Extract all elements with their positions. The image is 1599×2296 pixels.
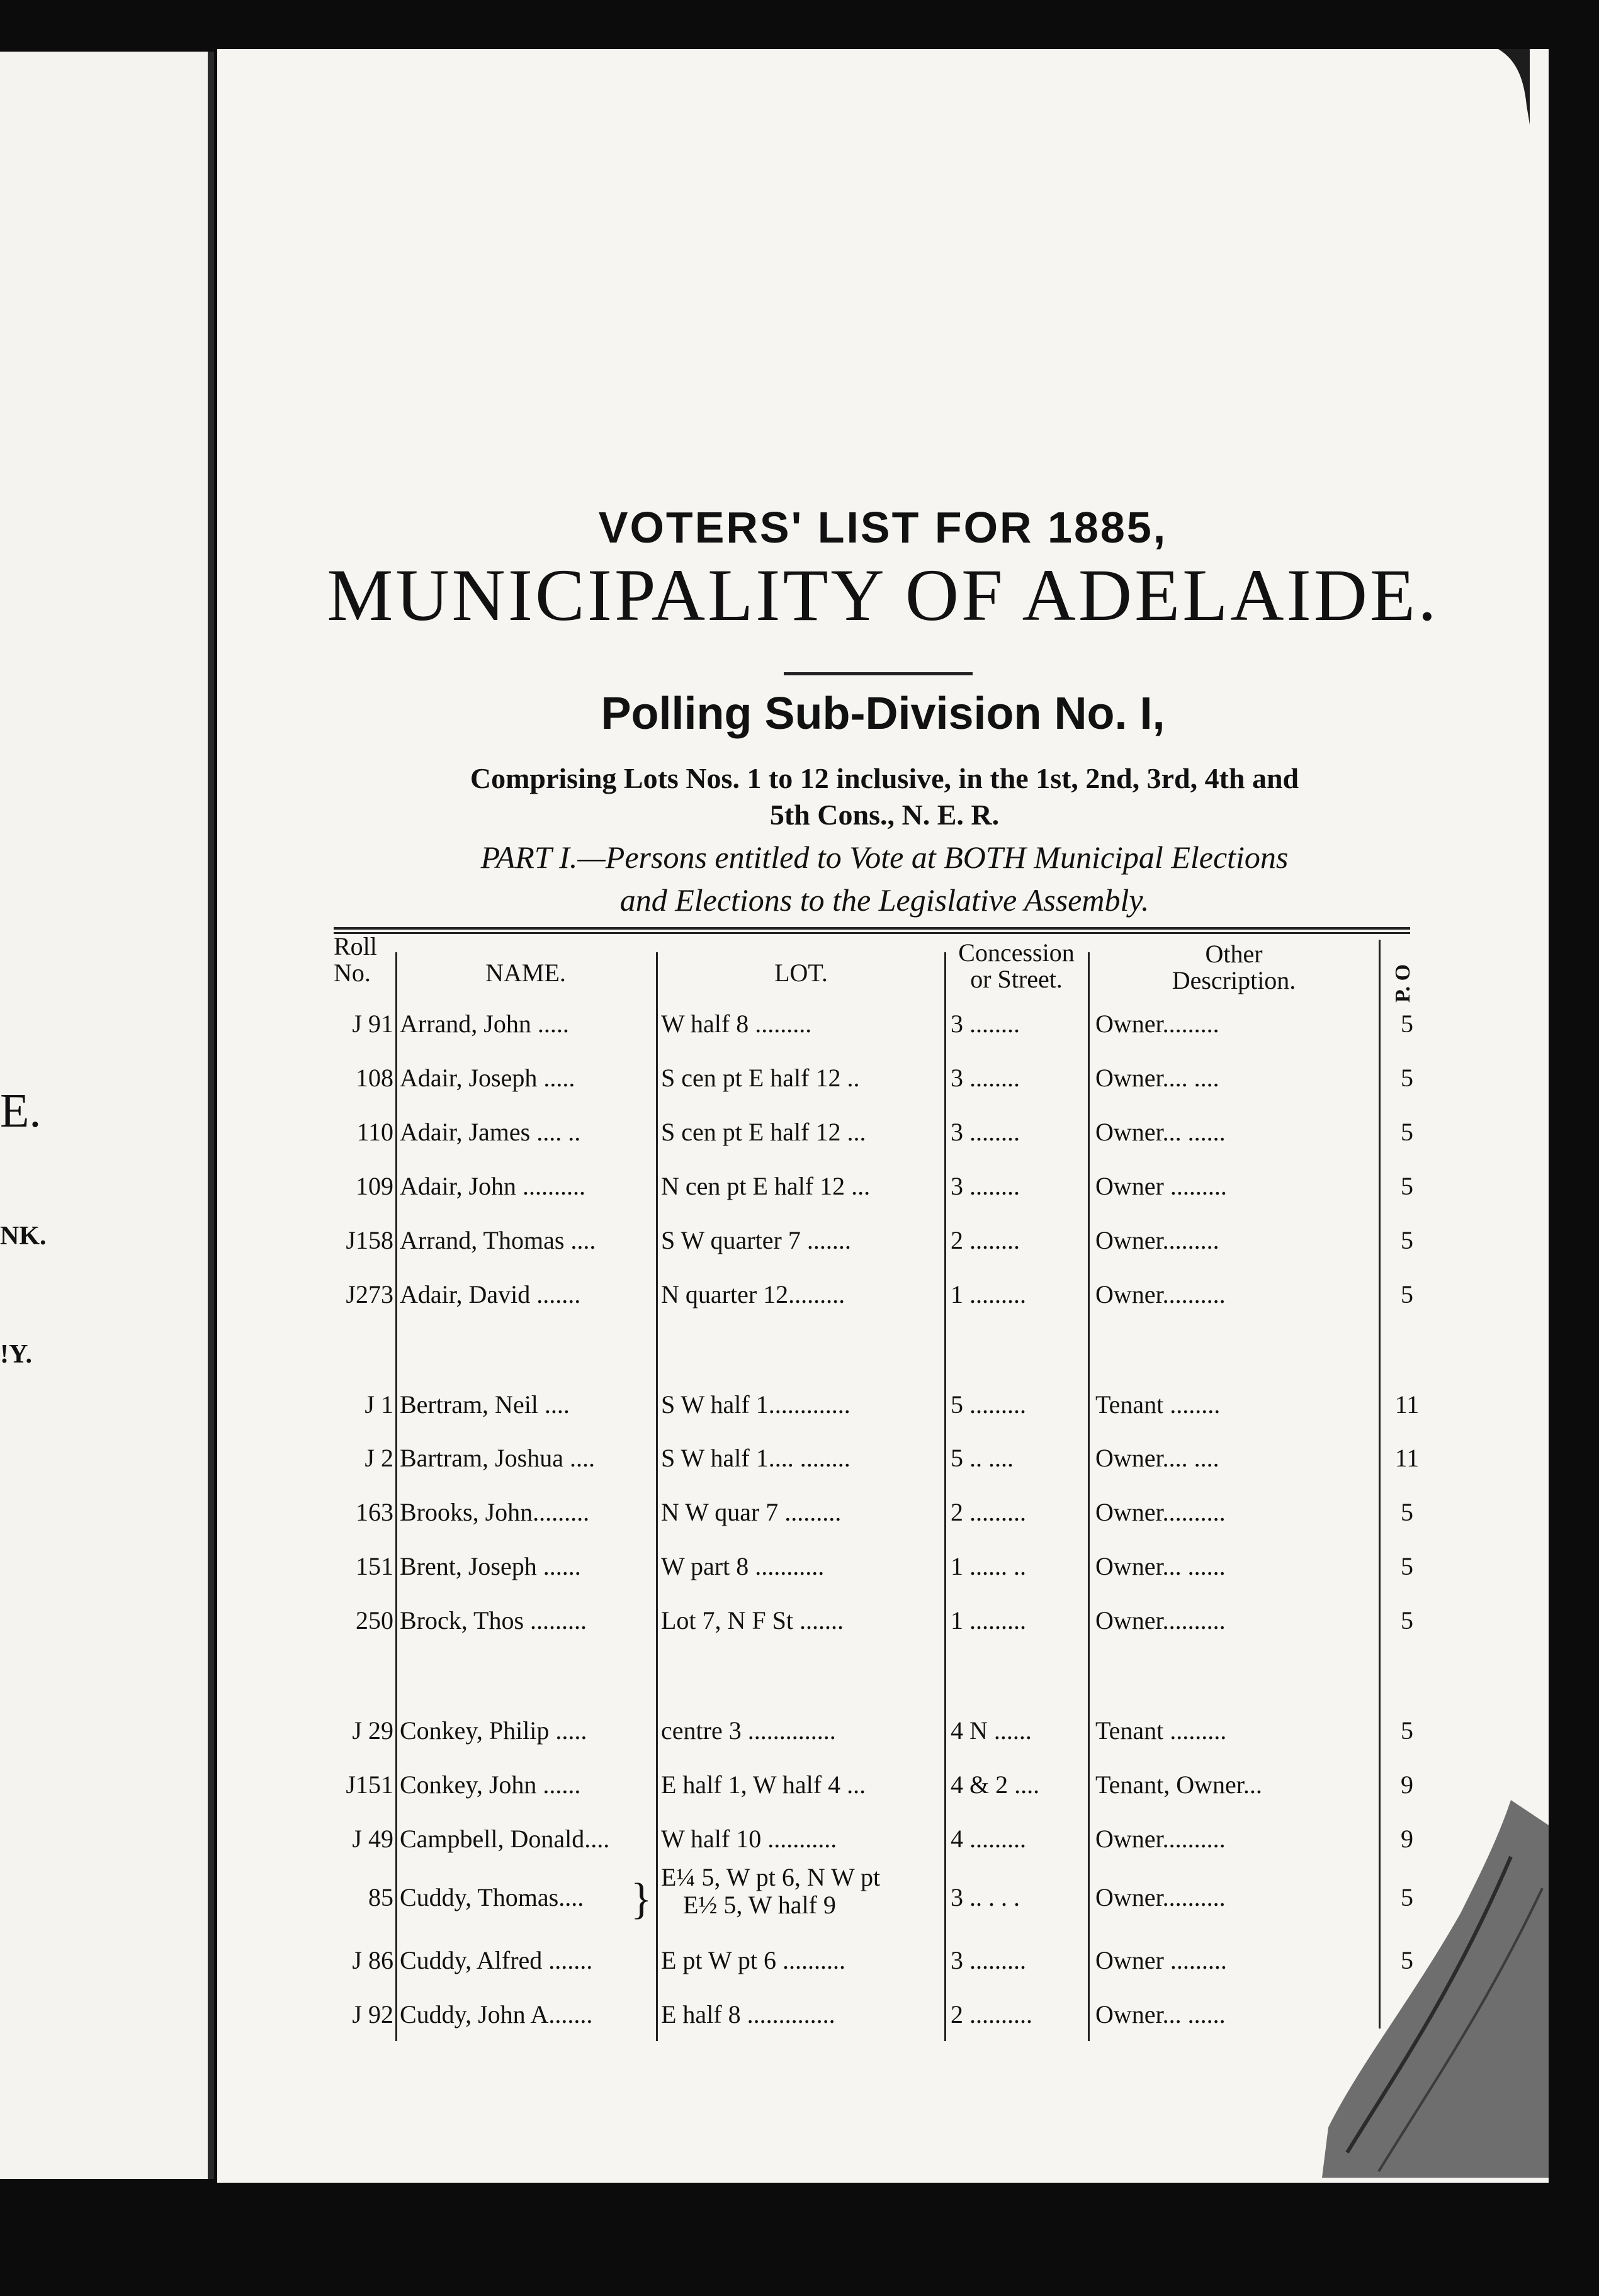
lot-cell: S W half 1.... ........ [661, 1444, 850, 1472]
roll-cell: 163 [356, 1498, 393, 1526]
lot-cell: S W half 1............. [661, 1390, 850, 1419]
description-cell: Owner... ...... [1095, 1118, 1226, 1146]
table-row [334, 1009, 1423, 1047]
lot-cell: centre 3 .............. [661, 1716, 836, 1745]
name-cell: Conkey, John ...... [400, 1770, 581, 1799]
name-cell: Brent, Joseph ...... [400, 1552, 581, 1580]
name-cell: Adair, James .... .. [400, 1118, 581, 1146]
concession-cell: 5 .. .... [951, 1444, 1014, 1472]
lot-cell: N quarter 12......... [661, 1280, 845, 1308]
description-cell: Owner.... .... [1095, 1444, 1219, 1472]
description-cell: Owner.... .... [1095, 1064, 1219, 1092]
municipality-title: MUNICIPALITY OF ADELAIDE. [327, 554, 1439, 636]
roll-cell: 85 [368, 1883, 393, 1911]
roll-cell: 110 [356, 1118, 393, 1146]
table-row [334, 1863, 1423, 1923]
concession-cell: 4 & 2 .... [951, 1770, 1040, 1799]
name-cell: Adair, Joseph ..... [400, 1064, 575, 1092]
po-cell: 5 [1401, 1552, 1413, 1580]
left-fragment-1: E. [0, 1084, 42, 1137]
po-cell: 11 [1394, 1390, 1420, 1419]
po-cell: 5 [1401, 1280, 1413, 1308]
name-cell: Brooks, John......... [400, 1498, 590, 1526]
subdivision-title: Polling Sub-Division No. I, [601, 689, 1165, 739]
description-cell: Tenant ......... [1095, 1716, 1227, 1745]
description-cell: Owner.......... [1095, 1280, 1226, 1308]
name-cell: Cuddy, Alfred ....... [400, 1946, 593, 1974]
roll-cell: J 92 [352, 2000, 393, 2029]
concession-cell: 2 ........ [951, 1226, 1020, 1254]
table-row [334, 1945, 1423, 1983]
table-row [334, 1824, 1423, 1862]
concession-cell: 2 .......... [951, 2000, 1032, 2029]
comprising-line-1: Comprising Lots Nos. 1 to 12 inclusive, in the 1st, 2nd, 3rd, 4th and [470, 762, 1299, 794]
table-top-rule [334, 927, 1410, 934]
po-cell: 5 [1401, 1172, 1413, 1200]
concession-cell: 3 ........ [951, 1118, 1020, 1146]
po-cell: 5 [1401, 1883, 1413, 1911]
table-row [334, 2000, 1423, 2037]
table-row [334, 1280, 1423, 1317]
header-lot: LOT. [774, 959, 828, 987]
concession-cell: 1 ...... .. [951, 1552, 1026, 1580]
lot-cell: Lot 7, N F St ....... [661, 1606, 844, 1635]
lot-cell-line-2: E½ 5, W half 9 [683, 1891, 836, 1919]
roll-cell: J 91 [352, 1010, 393, 1038]
po-cell: 5 [1401, 1716, 1413, 1745]
lot-cell: W part 8 ........... [661, 1552, 825, 1580]
roll-cell: 109 [356, 1172, 393, 1200]
list-title: VOTERS' LIST FOR 1885, [598, 503, 1168, 552]
concession-cell: 1 ......... [951, 1280, 1026, 1308]
lot-cell: E¼ 5, W pt 6, N W pt [661, 1863, 881, 1891]
po-cell: 9 [1401, 1770, 1413, 1799]
name-cell: Adair, John .......... [400, 1172, 586, 1200]
po-cell: 5 [1401, 1010, 1413, 1038]
part-heading [337, 836, 1432, 921]
header-description: Other Description. [1172, 940, 1296, 994]
name-cell: Bartram, Joshua .... [400, 1444, 595, 1472]
roll-cell: J 1 [364, 1390, 393, 1419]
po-cell: 5 [1401, 1118, 1413, 1146]
description-cell: Owner.......... [1095, 1606, 1226, 1635]
description-cell: Owner... ...... [1095, 1552, 1226, 1580]
roll-cell: J 2 [364, 1444, 393, 1472]
header-po: P. O [1391, 964, 1415, 1003]
description-cell: Owner... ...... [1095, 2000, 1226, 2029]
table-row [334, 1551, 1423, 1589]
roll-cell: J158 [346, 1226, 393, 1254]
name-cell: Arrand, John ..... [400, 1010, 569, 1038]
roll-cell: 250 [356, 1606, 393, 1635]
table-row [334, 1443, 1423, 1481]
name-cell: Campbell, Donald.... [400, 1825, 610, 1853]
brace-icon: } [631, 1875, 652, 1923]
lot-cell: W half 10 ........... [661, 1825, 837, 1853]
lot-cell: E half 1, W half 4 ... [661, 1770, 866, 1799]
lot-cell: N cen pt E half 12 ... [661, 1172, 871, 1200]
po-cell: 5 [1401, 1946, 1413, 1974]
concession-cell: 3 ........ [951, 1064, 1020, 1092]
lot-cell: W half 8 ......... [661, 1010, 812, 1038]
description-cell: Owner ......... [1095, 1946, 1227, 1974]
torn-corner [1322, 1800, 1549, 2178]
roll-cell: J 29 [352, 1716, 393, 1745]
po-cell: 5 [1401, 1498, 1413, 1526]
concession-cell: 4 ......... [951, 1825, 1026, 1853]
po-cell: 9 [1401, 1825, 1413, 1853]
page-curl [1404, 49, 1530, 125]
po-cell: 11 [1394, 1444, 1420, 1472]
name-cell: Cuddy, Thomas.... [400, 1883, 584, 1911]
description-cell: Owner ......... [1095, 1172, 1227, 1200]
po-cell: 5 [1401, 1606, 1413, 1635]
roll-cell: J 86 [352, 1946, 393, 1974]
roll-cell: 108 [356, 1064, 393, 1092]
left-page [0, 52, 214, 2179]
left-fragment-2: NK. [0, 1222, 47, 1251]
table-row [334, 1606, 1423, 1643]
description-cell: Tenant ........ [1095, 1390, 1221, 1419]
lot-cell: S cen pt E half 12 ... [661, 1118, 866, 1146]
roll-cell: J273 [346, 1280, 393, 1308]
concession-cell: 3 .. . . . [951, 1883, 1020, 1911]
left-fragment-3: !Y. [0, 1340, 32, 1369]
lot-cell: E half 8 .............. [661, 2000, 835, 2029]
concession-cell: 3 ........ [951, 1010, 1020, 1038]
name-cell: Bertram, Neil .... [400, 1390, 570, 1419]
concession-cell: 3 ......... [951, 1946, 1026, 1974]
name-cell: Arrand, Thomas .... [400, 1226, 596, 1254]
description-cell: Owner.......... [1095, 1883, 1226, 1911]
part-line-1: PART I.—Persons entitled to Vote at BOTH Municipal Elections [480, 840, 1289, 875]
roll-cell: J151 [346, 1770, 393, 1799]
table-row [334, 1716, 1423, 1753]
concession-cell: 4 N ...... [951, 1716, 1032, 1745]
concession-cell: 3 ........ [951, 1172, 1020, 1200]
lot-cell: E pt W pt 6 .......... [661, 1946, 845, 1974]
comprising-text [337, 760, 1432, 833]
po-cell: 5 [1401, 1064, 1413, 1092]
table-row [334, 1063, 1423, 1101]
description-cell: Owner......... [1095, 1010, 1219, 1038]
name-cell: Adair, David ....... [400, 1280, 581, 1308]
concession-cell: 1 ......... [951, 1606, 1026, 1635]
concession-cell: 2 ......... [951, 1498, 1026, 1526]
lot-cell: S cen pt E half 12 .. [661, 1064, 860, 1092]
table-row [334, 1225, 1423, 1263]
lot-cell: N W quar 7 ......... [661, 1498, 842, 1526]
name-cell: Brock, Thos ......... [400, 1606, 587, 1635]
po-cell: 5 [1401, 1226, 1413, 1254]
name-cell: Conkey, Philip ..... [400, 1716, 587, 1745]
roll-cell: 151 [356, 1552, 393, 1580]
table-row [334, 1117, 1423, 1155]
description-cell: Owner......... [1095, 1226, 1219, 1254]
table-row [334, 1770, 1423, 1808]
lot-cell: S W quarter 7 ....... [661, 1226, 851, 1254]
title-divider [784, 672, 973, 675]
header-roll: Roll No. [334, 932, 377, 987]
roll-cell: J 49 [352, 1825, 393, 1853]
header-concession: Concession or Street. [958, 938, 1075, 993]
description-cell: Owner.......... [1095, 1498, 1226, 1526]
table-row [334, 1390, 1423, 1427]
part-line-2: and Elections to the Legislative Assembly. [619, 882, 1150, 918]
comprising-line-2: 5th Cons., N. E. R. [769, 799, 1000, 831]
table-row [334, 1497, 1423, 1535]
name-cell: Cuddy, John A....... [400, 2000, 593, 2029]
header-name: NAME. [485, 959, 566, 987]
table-row [334, 1171, 1423, 1209]
description-cell: Owner.......... [1095, 1825, 1226, 1853]
description-cell: Tenant, Owner... [1095, 1770, 1262, 1799]
concession-cell: 5 ......... [951, 1390, 1026, 1419]
